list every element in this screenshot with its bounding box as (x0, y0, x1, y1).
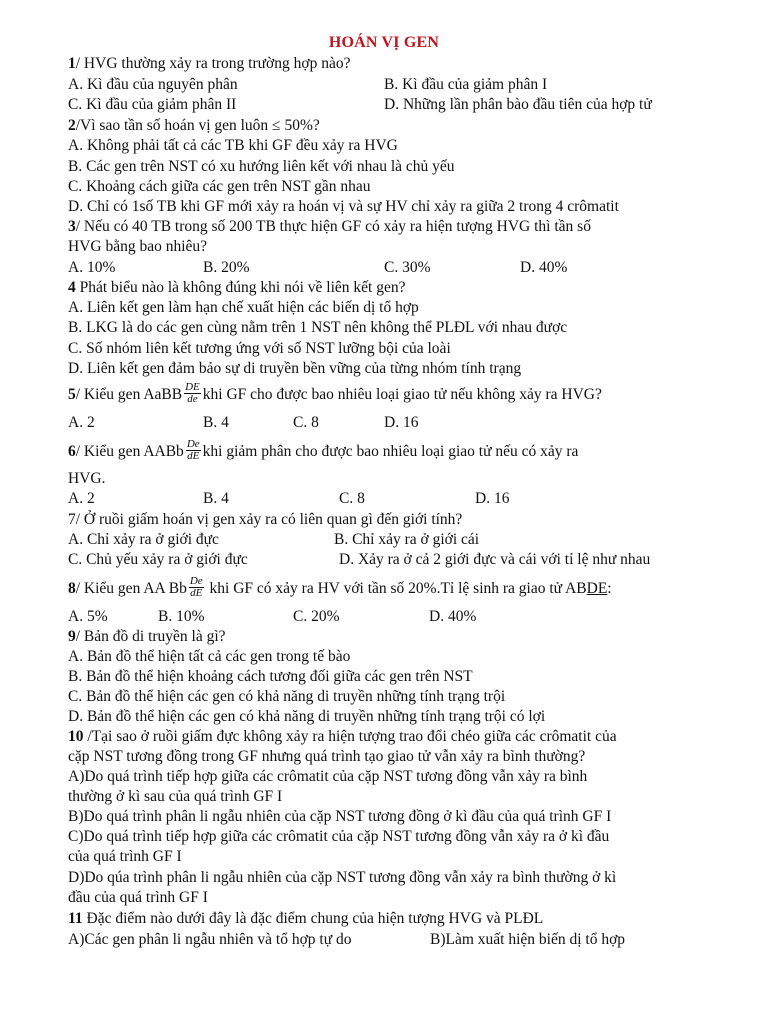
q5-option-b: B. 4 (203, 414, 229, 431)
q4-option-a: A. Liên kết gen làm hạn chế xuất hiện các biến dị tổ hợp (68, 299, 419, 316)
fraction-denominator: dE (187, 450, 200, 462)
q9-option-d: D. Bản đồ thể hiện các gen có khả năng di truyền những tính trạng trội có lợi (68, 708, 546, 725)
question-4-text: Phát biểu nào là không đúng khi nói về liên kết gen? (75, 279, 406, 296)
question-3-text-2: HVG bằng bao nhiêu? (68, 238, 208, 255)
q1-option-c: C. Kì đầu của giảm phân II (68, 96, 237, 113)
q10-option-c-line-2: của quá trình GF I (68, 848, 182, 865)
q9-option-c: C. Bản đồ thể hiện các gen có khả năng di truyền những tính trạng trội (68, 688, 506, 705)
question-8-post: khi GF có xảy ra HV với tần số 20%.Tỉ lệ sinh ra giao tử AB (205, 580, 587, 598)
question-4-number: 4 (68, 279, 76, 296)
question-8-pre: / Kiểu gen AA Bb (75, 580, 187, 598)
genotype-fraction (186, 439, 201, 462)
question-8 (68, 575, 612, 601)
q6-option-a: A. 2 (68, 490, 95, 507)
q7-option-c: C. Chủ yếu xảy ra ở giới đực (68, 551, 248, 568)
fraction-numerator: DE (185, 381, 200, 393)
genotype-fraction (184, 382, 201, 405)
q10-option-d-line-1: D)Do qúa trình phân li ngẫu nhiên của cặp NST tương đồng vẫn xảy ra bình thường ở kì (68, 869, 617, 886)
question-9-text: / Bản đồ di truyền là gì? (75, 628, 226, 645)
q10-option-d-line-2: đầu của quá trình GF I (68, 889, 208, 906)
question-6-number: 6 (68, 443, 76, 461)
q2-option-b: B. Các gen trên NST có xu hướng liên kết với nhau là chủ yếu (68, 158, 455, 175)
q3-option-b: B. 20% (203, 259, 250, 276)
q2-option-c: C. Khoảng cách giữa các gen trên NST gần nhau (68, 178, 371, 195)
question-1-text: / HVG thường xảy ra trong trường hợp nào? (75, 55, 351, 72)
question-3 (68, 217, 591, 237)
q6-option-d: D. 16 (475, 490, 510, 507)
q3-option-d: D. 40% (520, 259, 568, 276)
q6-option-b: B. 4 (203, 490, 229, 507)
q3-option-c: C. 30% (384, 259, 431, 276)
q10-option-b: B)Do quá trình phân li ngẫu nhiên của cặp NST tương đồng ở kì đầu của quá trình GF I (68, 808, 612, 825)
q10-option-c-line-1: C)Do quá trình tiếp hợp giữa các crômatit của cặp NST tương đồng vẫn xảy ra ở kì đầu (68, 828, 610, 845)
q7-option-d: D. Xảy ra ở cả 2 giới đực và cái với tỉ lệ như nhau (339, 551, 651, 568)
question-8-colon: : (607, 580, 612, 598)
q9-option-b: B. Bản đồ thể hiện khoảng cách tương đối giữa các gen trên NST (68, 668, 473, 685)
q9-option-a: A. Bản đồ thể hiện tất cả các gen trong tế bào (68, 648, 351, 665)
question-6 (68, 438, 579, 464)
question-11 (68, 909, 543, 929)
question-6-pre: / Kiểu gen AABb (75, 443, 184, 461)
q1-option-b: B. Kì đầu của giảm phân I (384, 76, 548, 93)
question-1 (68, 54, 350, 74)
q8-option-d: D. 40% (429, 608, 477, 625)
q2-option-d: D. Chỉ có 1số TB khi GF mới xảy ra hoán vị và sự HV chỉ xảy ra giữa 2 trong 4 crômatit (68, 198, 619, 215)
question-2-text: /Vì sao tần số hoán vị gen luôn ≤ 50%? (75, 117, 320, 134)
genotype-fraction (189, 576, 204, 599)
q5-option-a: A. 2 (68, 414, 95, 431)
q11-option-b: B)Làm xuất hiện biến dị tổ hợp (430, 931, 626, 948)
q8-option-a: A. 5% (68, 608, 108, 625)
q4-option-c: C. Số nhóm liên kết tương ứng với số NST lưỡng bội của loài (68, 340, 451, 357)
question-6-text-2: HVG. (68, 470, 106, 487)
question-10-text-2: cặp NST tương đồng trong GF nhưng quá trình tạo giao tử vẫn xảy ra bình thường? (68, 748, 586, 765)
q7-option-b: B. Chỉ xảy ra ở giới cái (334, 531, 480, 548)
page-title: HOÁN VỊ GEN (328, 34, 440, 51)
q3-option-a: A. 10% (68, 259, 116, 276)
question-11-number: 11 (68, 910, 83, 927)
q10-option-a-line-2: thường ở kì sau của quá trình GF I (68, 788, 283, 805)
question-5-pre: / Kiểu gen AaBB (75, 386, 183, 404)
question-5-post: khi GF cho được bao nhiêu loại giao tử nếu không xảy ra HVG? (202, 386, 602, 404)
question-2 (68, 116, 320, 136)
fraction-denominator: dE (190, 587, 203, 599)
q5-option-c: C. 8 (293, 414, 319, 431)
question-7: 7/ Ở ruồi giấm hoán vị gen xảy ra có liên quan gì đến giới tính? (68, 511, 463, 528)
q1-option-d: D. Những lần phân bào đầu tiên của hợp tử (384, 96, 652, 113)
fraction-numerator: De (189, 575, 203, 587)
question-8-number: 8 (68, 580, 76, 598)
q1-option-a: A. Kì đầu của nguyên phân (68, 76, 238, 93)
question-1-number: 1 (68, 55, 76, 72)
question-6-post: khi giảm phân cho được bao nhiêu loại giao tử nếu có xảy ra (202, 443, 579, 461)
question-9-number: 9 (68, 628, 76, 645)
q8-option-b: B. 10% (158, 608, 205, 625)
q10-option-a-line-1: A)Do quá trình tiếp hợp giữa các crômatit của cặp NST tương đồng vẫn xảy ra bình (68, 768, 588, 785)
question-10 (68, 727, 617, 747)
underlined-gamete: DE (586, 580, 608, 598)
fraction-denominator: de (187, 393, 198, 405)
q4-option-d: D. Liên kết gen đảm bảo sự di truyền bền vững của từng nhóm tính trạng (68, 360, 522, 377)
question-11-text: Đặc điểm nào dưới đây là đặc điểm chung của hiện tượng HVG và PLĐL (82, 910, 544, 927)
q11-option-a: A)Các gen phân li ngẫu nhiên và tổ hợp tự do (68, 931, 352, 948)
question-5 (68, 381, 602, 407)
q6-option-c: C. 8 (339, 490, 365, 507)
question-10-text-1: /Tại sao ở ruồi giấm đực không xảy ra hiện tượng trao đổi chéo giữa các crômatit của (83, 728, 617, 745)
question-3-text-1: / Nếu có 40 TB trong số 200 TB thực hiện GF có xảy ra hiện tượng HVG thì tần số (75, 218, 591, 235)
question-5-number: 5 (68, 386, 76, 404)
q7-option-a: A. Chỉ xảy ra ở giới đực (68, 531, 219, 548)
q2-option-a: A. Không phải tất cả các TB khi GF đều xảy ra HVG (68, 137, 398, 154)
question-10-number: 10 (68, 728, 84, 745)
fraction-numerator: De (186, 438, 200, 450)
question-2-number: 2 (68, 117, 76, 134)
q8-option-c: C. 20% (293, 608, 340, 625)
q5-option-d: D. 16 (384, 414, 419, 431)
question-3-number: 3 (68, 218, 76, 235)
q4-option-b: B. LKG là do các gen cùng nằm trên 1 NST nên không thể PLĐL với nhau được (68, 319, 568, 336)
question-9 (68, 627, 226, 647)
question-4 (68, 278, 406, 298)
